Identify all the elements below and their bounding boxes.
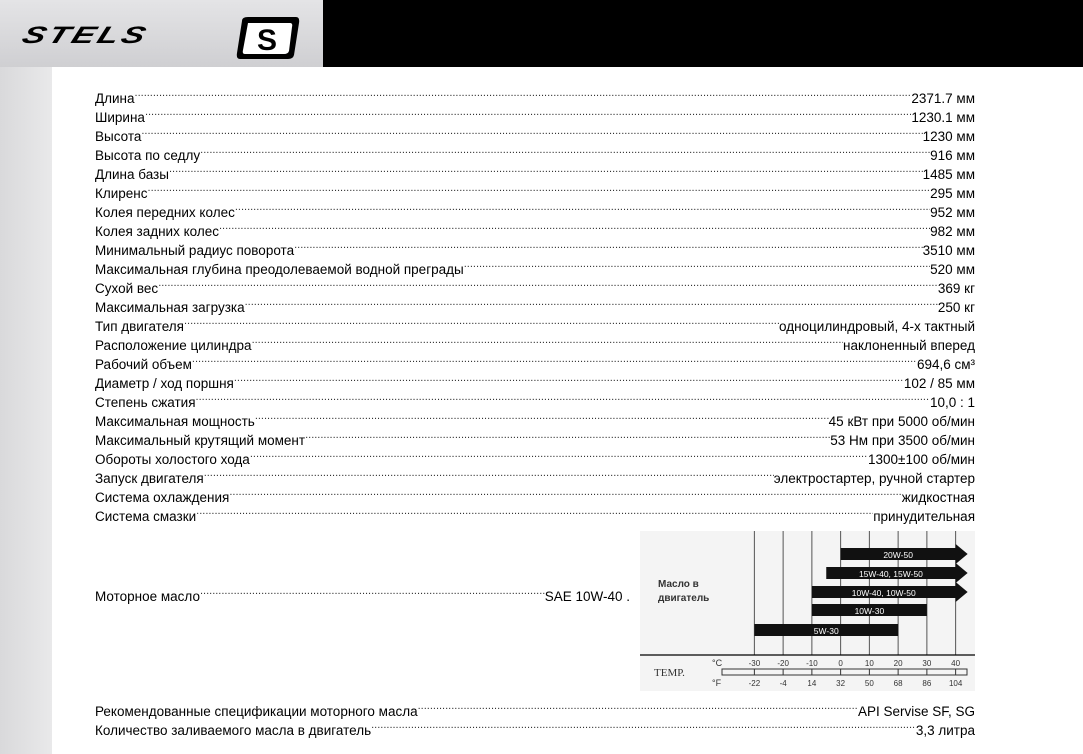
brand-logo: STELS [18,22,153,49]
spec-row [95,217,975,239]
spec-label: Клиренс [95,186,148,201]
spec-label: Длина [95,91,135,106]
spec-row [95,141,975,163]
spec-value: 916 мм [930,148,975,163]
dot-leader [184,312,779,331]
fahrenheit-unit: °F [712,678,722,688]
spec-row [95,103,975,125]
dot-leader [235,198,930,217]
spec-value: 10,0 : 1 [929,395,975,410]
spec-label: Колея передних колес [95,205,235,220]
left-margin-strip [0,0,52,754]
temp-label: TEMP. [654,667,685,679]
spec-row [95,160,975,182]
viscosity-label: 20W-50 [883,550,913,560]
dot-leader [219,217,930,236]
dot-leader [135,84,912,103]
spec-row [95,293,975,315]
spec-value: принудительная [873,509,975,524]
viscosity-label: 5W-30 [813,626,839,636]
fahrenheit-tick-label: 50 [864,679,874,688]
spec-label: Высота [95,129,142,144]
spec-value: SAE 10W-40 . [544,589,630,604]
spec-label: Обороты холостого хода [95,452,250,467]
engine-oil-row [95,582,630,604]
spec-value: 3510 мм [922,243,975,258]
header-bar [323,0,1083,67]
chart-title: Масло в двигатель [658,579,710,604]
viscosity-label: 15W-40, 15W-50 [858,569,923,579]
logo-area [0,0,323,67]
spec-row [95,84,975,106]
spec-label: Запуск двигателя [95,471,204,486]
engine-oil-row-container [95,582,630,604]
spec-value: 952 мм [930,205,975,220]
spec-row [95,122,975,144]
dot-leader [371,716,916,735]
dot-leader [169,160,923,179]
dot-leader [200,141,930,160]
spec-value: 3,3 литра [915,723,975,738]
dot-leader [234,369,904,388]
celsius-tick-label: -10 [806,659,818,668]
oil-spec-list [95,697,975,738]
spec-row [95,388,975,410]
spec-value: 1300±100 об/мин [868,452,975,467]
spec-value: 520 мм [930,262,975,277]
celsius-tick-label: -30 [748,659,761,668]
dot-leader [464,255,930,274]
spec-label: Степень сжатия [95,395,196,410]
spec-row [95,407,975,429]
dot-leader [294,236,923,255]
celsius-tick-label: 30 [922,659,932,668]
spec-label: Колея задних колес [95,224,219,239]
fahrenheit-tick-label: 32 [836,679,846,688]
spec-row [95,483,975,505]
spec-label: Система смазки [95,509,197,524]
spec-label: Расположение цилиндра [95,338,252,353]
viscosity-label: 10W-30 [854,606,885,616]
dot-leader [145,103,911,122]
dot-leader [245,293,938,312]
spec-row [95,502,975,524]
fahrenheit-tick-label: -4 [779,679,787,688]
spec-label: Моторное масло [95,589,200,604]
spec-row [95,236,975,258]
spec-row [95,198,975,220]
spec-label: Тип двигателя [95,319,184,334]
dot-leader [229,483,901,502]
dot-leader [418,697,858,716]
spec-row [95,350,975,372]
dot-leader [196,388,930,407]
spec-row [95,369,975,391]
spec-value: 369 кг [937,281,975,296]
dot-leader [250,445,868,464]
spec-label: Количество заливаемого масла в двигатель [95,723,372,738]
brand-emblem-icon [234,15,302,61]
dot-leader [196,502,873,521]
spec-label: Максимальная мощность [95,414,255,429]
spec-row [95,464,975,486]
dot-leader [255,407,829,426]
spec-value: 694,6 см³ [916,357,975,372]
fahrenheit-tick-label: -22 [748,679,761,688]
spec-label: Ширина [95,110,145,125]
spec-row [95,697,975,719]
spec-row [95,312,975,334]
spec-row [95,274,975,296]
celsius-unit: °C [712,658,723,668]
celsius-tick-label: 0 [838,659,843,668]
spec-value: 102 / 85 мм [903,376,975,391]
viscosity-label: 10W-40, 10W-50 [851,588,916,598]
celsius-tick-label: 10 [864,659,874,668]
spec-label: Рабочий объем [95,357,192,372]
dot-leader [305,426,830,445]
dot-leader [204,464,774,483]
emblem-letter: S [256,24,278,57]
dot-leader [192,350,917,369]
spec-row [95,179,975,201]
spec-value: наклоненный вперед [842,338,975,353]
spec-value: 1230 мм [922,129,975,144]
spec-label: Максимальная загрузка [95,300,245,315]
spec-value: 53 Нм при 3500 об/мин [830,433,975,448]
fahrenheit-tick-label: 86 [922,679,932,688]
celsius-tick-label: 40 [951,659,961,668]
spec-label: Длина базы [95,167,169,182]
spec-label: Минимальный радиус поворота [95,243,295,258]
dot-leader [148,179,931,198]
celsius-tick-label: 20 [893,659,903,668]
spec-value: электростартер, ручной стартер [773,471,975,486]
spec-value: 982 мм [930,224,975,239]
spec-value: 1485 мм [922,167,975,182]
fahrenheit-tick-label: 68 [893,679,903,688]
oil-viscosity-chart [640,531,975,691]
spec-label: Высота по седлу [95,148,201,163]
spec-value: одноцилиндровый, 4-х тактный [779,319,975,334]
dot-leader [158,274,938,293]
spec-value: 45 кВт при 5000 об/мин [828,414,975,429]
fahrenheit-tick-label: 14 [807,679,817,688]
spec-value: 250 кг [937,300,975,315]
spec-label: Максимальный крутящий момент [95,433,306,448]
fahrenheit-tick-label: 104 [948,679,963,688]
spec-value: 2371.7 мм [911,91,975,106]
spec-label: Система охлаждения [95,490,230,505]
spec-list [95,84,975,524]
spec-value: 1230.1 мм [911,110,975,125]
spec-value: 295 мм [930,186,975,201]
spec-label: Сухой вес [95,281,159,296]
spec-value: жидкостная [901,490,975,505]
spec-label: Диаметр / ход поршня [95,376,234,391]
dot-leader [200,582,545,601]
spec-label: Максимальная глубина преодолеваемой водной преграды [95,262,464,277]
spec-value: API Servise SF, SG [857,704,975,719]
celsius-tick-label: -20 [777,659,789,668]
dot-leader [141,122,922,141]
dot-leader [252,331,843,350]
spec-label: Рекомендованные спецификации моторного масла [95,704,418,719]
